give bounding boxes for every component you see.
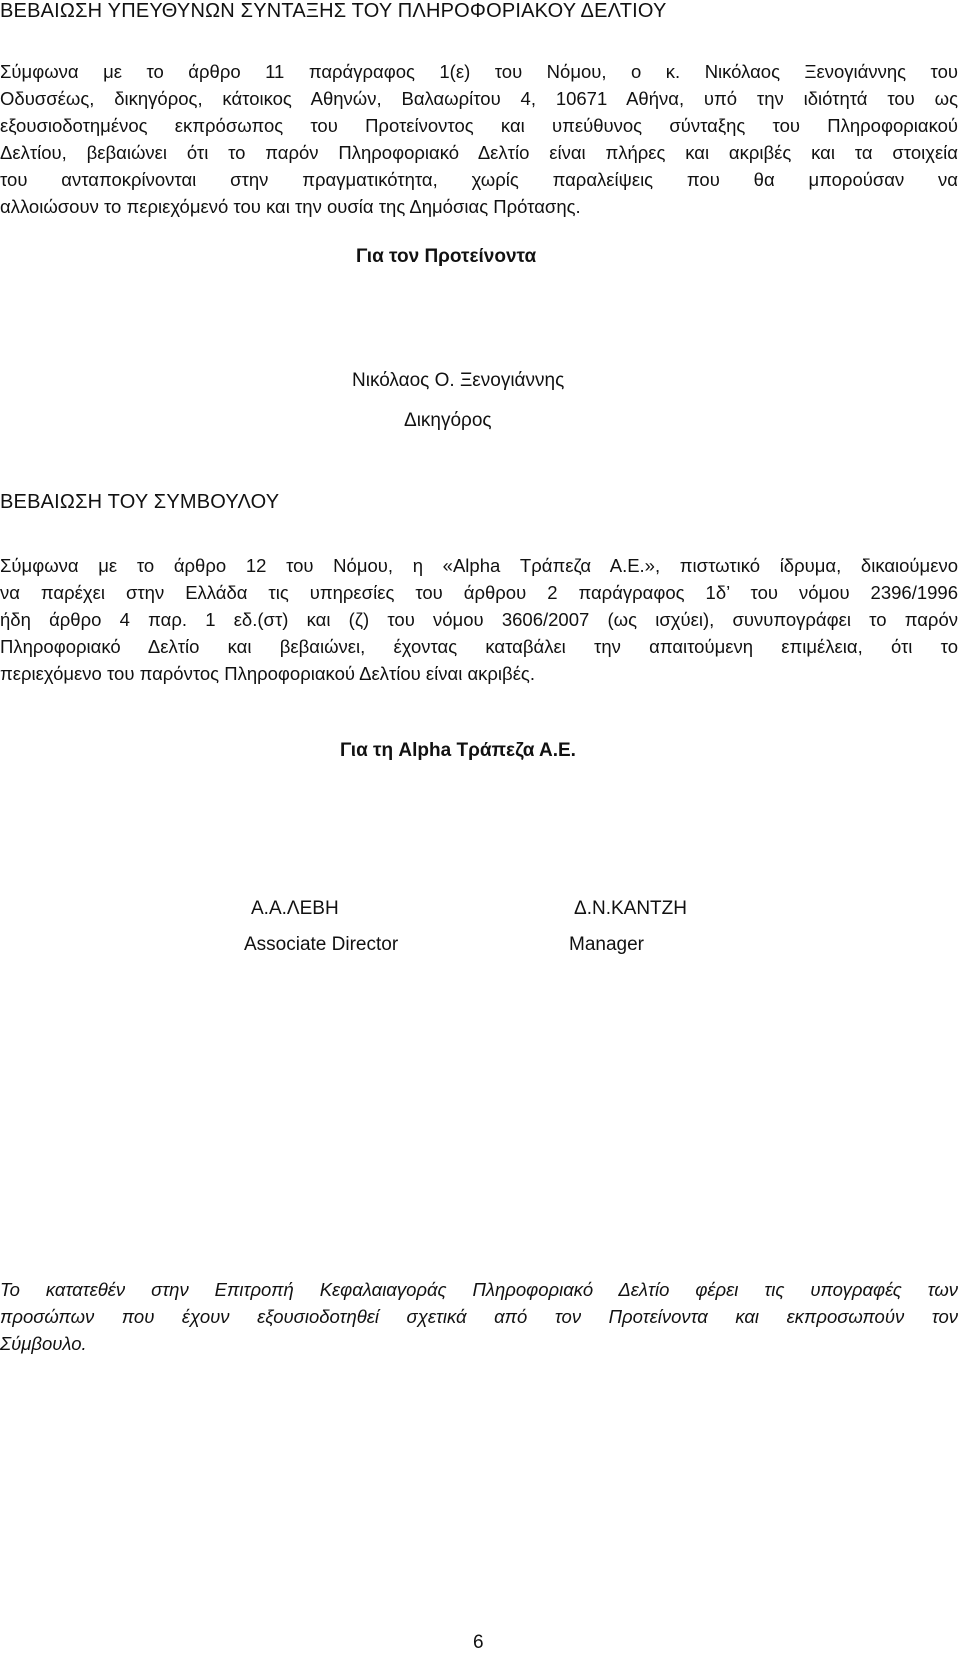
signatory-name: Νικόλαος Ο. Ξενογιάννης — [352, 370, 565, 391]
paragraph-line: εξουσιοδοτημένος εκπρόσωπος του Προτείνοντος και υπεύθυνος σύνταξης του Πληροφοριακού — [0, 115, 958, 136]
signatory-title: Manager — [569, 934, 644, 955]
bank-label: Για τη Alpha Τράπεζα Α.Ε. — [340, 740, 576, 761]
paragraph-line: προσώπων που έχουν εξουσιοδοτηθεί σχετικά από τον Προτείνοντα και εκπροσωπούν τον — [0, 1306, 958, 1327]
paragraph-line: Σύμβουλο. — [0, 1333, 87, 1354]
signatory-name: Δ.Ν.ΚΑΝΤΖΗ — [574, 898, 687, 919]
proposer-label: Για τον Προτείνοντα — [356, 246, 537, 267]
paragraph-line: Δελτίου, βεβαιώνει ότι το παρόν Πληροφοριακό Δελτίο είναι πλήρες και ακριβές και τα στοιχεία — [0, 142, 958, 163]
paragraph-line: Οδυσσέως, δικηγόρος, κάτοικος Αθηνών, Βαλαωρίτου 4, 10671 Αθήνα, υπό την ιδιότητά του ως — [0, 88, 958, 109]
signatory-title: Associate Director — [244, 934, 399, 955]
paragraph-line: Σύμφωνα με το άρθρο 12 του Νόμου, η «Alpha Τράπεζα Α.Ε.», πιστωτικό ίδρυμα, δικαιούμενο — [0, 555, 958, 576]
paragraph-line: αλλοιώσουν το περιεχόμενό του και την ουσία της Δημόσιας Πρότασης. — [0, 196, 581, 217]
paragraph-line: Το κατατεθέν στην Επιτροπή Κεφαλαιαγοράς Πληροφοριακό Δελτίο φέρει τις υπογραφές των — [0, 1279, 958, 1300]
paragraph-line: ήδη άρθρο 4 παρ. 1 εδ.(στ) και (ζ) του νόμου 3606/2007 (ως ισχύει), συνυπογράφει το παρόν — [0, 609, 958, 630]
paragraph-responsible-statement — [0, 58, 958, 220]
paragraph-advisor-statement — [0, 552, 958, 687]
paragraph-line: Σύμφωνα με το άρθρο 11 παράγραφος 1(ε) του Νόμου, ο κ. Νικόλαος Ξενογιάννης του — [0, 61, 958, 82]
heading-advisor: ΒΕΒΑΙΩΣΗ ΤΟΥ ΣΥΜΒΟΥΛΟΥ — [0, 491, 280, 513]
footer-note — [0, 1276, 958, 1357]
signatory-title: Δικηγόρος — [404, 410, 492, 431]
signatory-name: Α.Α.ΛΕΒΗ — [251, 898, 339, 919]
heading-responsible-persons: ΒΕΒΑΙΩΣΗ ΥΠΕΥΘΥΝΩΝ ΣΥΝΤΑΞΗΣ ΤΟΥ ΠΛΗΡΟΦΟΡΙΑΚΟΥ ΔΕΛΤΙΟΥ — [0, 0, 667, 22]
paragraph-line: του ανταποκρίνονται στην πραγματικότητα, χωρίς παραλείψεις που θα μπορούσαν να — [0, 169, 958, 190]
paragraph-line: να παρέχει στην Ελλάδα τις υπηρεσίες του άρθρου 2 παράγραφος 1δ’ του νόμου 2396/1996 — [0, 582, 958, 603]
page-number: 6 — [473, 1632, 484, 1653]
paragraph-line: περιεχόμενο του παρόντος Πληροφοριακού Δελτίου είναι ακριβές. — [0, 663, 535, 684]
paragraph-line: Πληροφοριακό Δελτίο και βεβαιώνει, έχοντας καταβάλει την απαιτούμενη επιμέλεια, ότι το — [0, 636, 958, 657]
